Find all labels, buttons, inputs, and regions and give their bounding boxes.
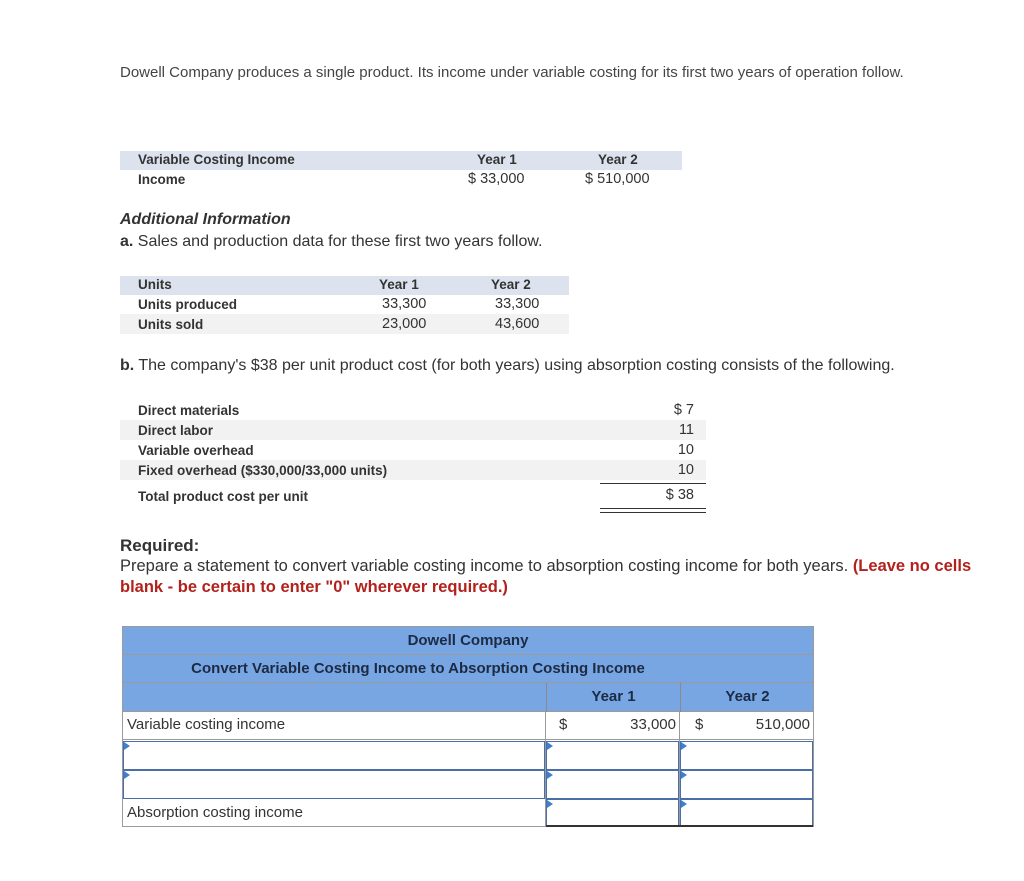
item-a-text: Sales and production data for these first two years follow. <box>137 233 543 250</box>
row-label: Absorption costing income <box>127 804 303 821</box>
vc-row-year1: $ 33,000 <box>468 171 525 187</box>
currency-symbol: $ <box>695 716 704 733</box>
adjustment-label-input-1[interactable] <box>123 741 545 770</box>
year2-adjustment-input-2[interactable] <box>680 770 813 799</box>
vc-header-year1: Year 1 <box>477 152 517 167</box>
year2-absorption-income-input[interactable] <box>680 799 813 826</box>
additional-item-b <box>120 357 895 375</box>
cost-total-label: Total product cost per unit <box>138 489 308 504</box>
year1-absorption-income-input[interactable] <box>546 799 679 826</box>
dropdown-indicator-icon <box>124 742 130 750</box>
statement-title-header <box>122 654 814 683</box>
column-year1: Year 1 <box>591 688 636 705</box>
required-instruction: Prepare a statement to convert variable costing income to absorption costing income for both years. <box>120 557 849 575</box>
units-row-year2: 33,300 <box>495 296 540 312</box>
cost-row-label: Fixed overhead ($330,000/33,000 units) <box>138 463 388 478</box>
table-row <box>122 711 814 740</box>
dropdown-indicator-icon <box>681 742 687 750</box>
company-name: Dowell Company <box>407 632 529 649</box>
year1-adjustment-input-2[interactable] <box>546 770 679 799</box>
column-header-row <box>122 682 814 712</box>
subtotal-rule <box>600 483 706 484</box>
dropdown-indicator-icon <box>124 771 130 779</box>
units-row-year2: 43,600 <box>495 316 540 332</box>
cost-row-value: 10 <box>677 442 694 458</box>
additional-info-title: Additional Information <box>120 211 291 228</box>
item-b-text: The company's $38 per unit product cost (for both years) using absorption costing consists of the following. <box>138 357 895 374</box>
cost-row-label: Direct labor <box>138 423 214 438</box>
year2-value: 510,000 <box>755 716 810 733</box>
dropdown-indicator-icon <box>547 742 553 750</box>
dropdown-indicator-icon <box>681 800 687 808</box>
item-b-marker: b. <box>120 357 135 374</box>
units-row-label: Units sold <box>138 317 204 332</box>
total-double-rule <box>600 508 706 513</box>
item-a-marker: a. <box>120 233 134 250</box>
vc-row-label: Income <box>138 172 186 187</box>
cost-row-value: $ 7 <box>673 402 694 418</box>
units-header-label: Units <box>138 277 172 292</box>
required-text <box>120 556 1000 598</box>
company-header <box>122 626 814 655</box>
units-header-year2: Year 2 <box>491 277 531 292</box>
units-row-label: Units produced <box>138 297 238 312</box>
vc-header-year2: Year 2 <box>598 152 638 167</box>
total-rule <box>546 825 813 827</box>
dropdown-indicator-icon <box>547 800 553 808</box>
units-header-year1: Year 1 <box>379 277 419 292</box>
cost-row-value: 10 <box>677 462 694 478</box>
additional-item-a <box>120 233 542 251</box>
cost-total-value: $ 38 <box>665 487 694 503</box>
intro-text: Dowell Company produces a single product. Its income under variable costing for its first two years of operation follow. <box>120 64 904 81</box>
conversion-statement-table <box>122 626 814 827</box>
row-label: Variable costing income <box>127 716 286 733</box>
cost-row-label: Direct materials <box>138 403 240 418</box>
statement-title: Convert Variable Costing Income to Absorption Costing Income <box>191 660 645 677</box>
units-row-year1: 33,300 <box>382 296 427 312</box>
required-title: Required: <box>120 536 200 555</box>
year1-value: 33,000 <box>630 716 676 733</box>
year2-adjustment-input-1[interactable] <box>680 741 813 770</box>
dropdown-indicator-icon <box>547 771 553 779</box>
cost-row-value: 11 <box>678 422 694 438</box>
currency-symbol: $ <box>559 716 568 733</box>
vc-row-year2: $ 510,000 <box>585 171 650 187</box>
dropdown-indicator-icon <box>681 771 687 779</box>
adjustment-label-input-2[interactable] <box>123 770 545 799</box>
year1-adjustment-input-1[interactable] <box>546 741 679 770</box>
required-note: (Leave no cells blank - be certain to enter "0" wherever required.) <box>120 557 972 596</box>
units-row-year1: 23,000 <box>382 316 427 332</box>
column-year2: Year 2 <box>725 688 770 705</box>
vc-header-label: Variable Costing Income <box>138 152 295 167</box>
cost-row-label: Variable overhead <box>138 443 254 458</box>
